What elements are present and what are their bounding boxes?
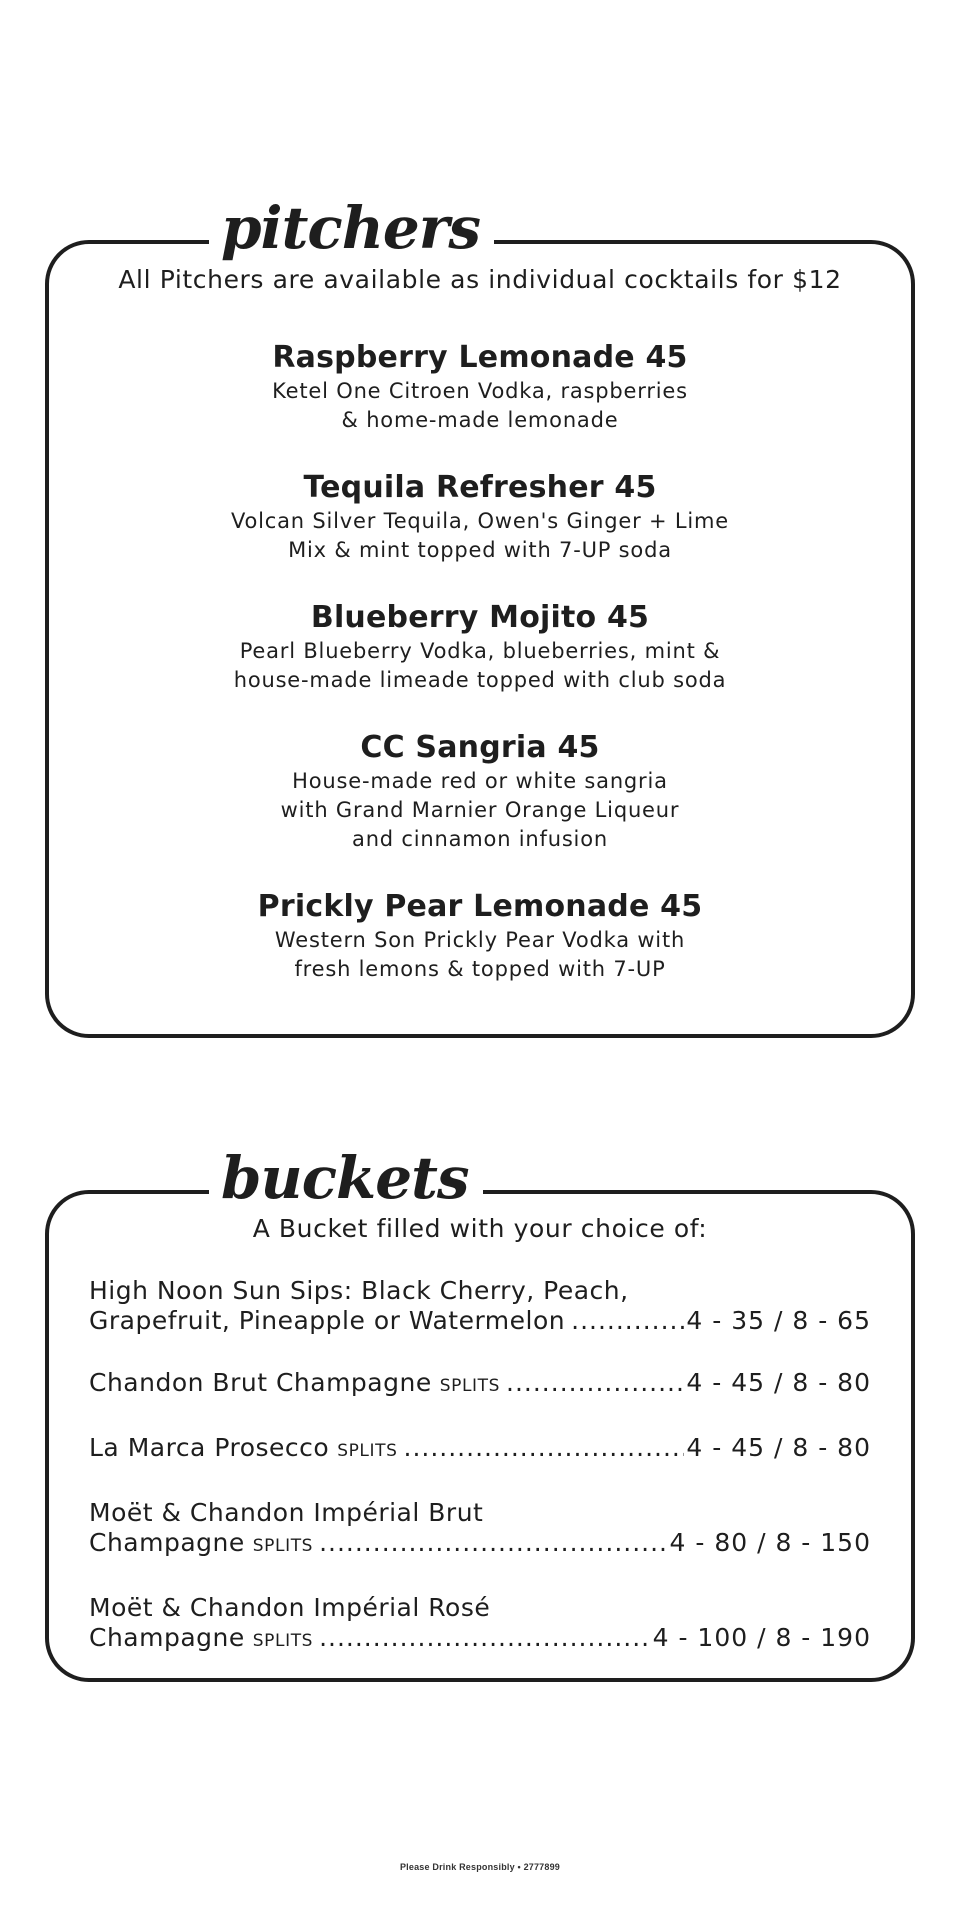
pitcher-name: Tequila Refresher 45: [303, 470, 657, 505]
pitcher-description: and cinnamon infusion: [352, 827, 608, 851]
bucket-list: [89, 1276, 871, 1688]
bucket-item: [89, 1593, 871, 1656]
buckets-section: [45, 1144, 915, 1682]
bucket-name-line: Moët & Chandon Impérial Brut: [89, 1498, 484, 1527]
dot-leader: [404, 1433, 685, 1463]
dot-leader: [506, 1368, 684, 1398]
pitcher-description: & home-made lemonade: [341, 408, 619, 432]
bucket-price-line: [89, 1306, 871, 1336]
pitcher-item: [49, 599, 911, 695]
pitcher-item: [49, 339, 911, 435]
pitcher-description: house-made limeade topped with club soda: [233, 668, 727, 692]
pitcher-description: Western Son Prickly Pear Vodka with: [274, 928, 686, 952]
bucket-price-line: [89, 1433, 871, 1466]
bucket-price: 4 - 45 / 8 - 80: [686, 1368, 871, 1397]
splits-label: SPLITS: [337, 1441, 398, 1461]
bucket-name-line: Moët & Chandon Impérial Rosé: [89, 1593, 491, 1622]
pitcher-name: Blueberry Mojito 45: [310, 600, 650, 635]
splits-label: SPLITS: [439, 1376, 501, 1396]
bucket-name: Champagne: [89, 1528, 245, 1557]
pitcher-description: fresh lemons & topped with 7-UP: [294, 957, 666, 981]
dot-leader: [319, 1623, 651, 1653]
bucket-item: [89, 1368, 871, 1401]
bucket-price-line: [89, 1368, 871, 1401]
bucket-name-line: High Noon Sun Sips: Black Cherry, Peach,: [89, 1276, 629, 1305]
bucket-item: [89, 1433, 871, 1466]
bucket-name: Chandon Brut Champagne: [89, 1368, 432, 1397]
buckets-subtitle: A Bucket filled with your choice of:: [252, 1214, 708, 1243]
bucket-price: 4 - 100 / 8 - 190: [652, 1623, 871, 1652]
pitcher-list: [49, 339, 911, 1018]
bucket-price-line: [89, 1623, 871, 1656]
pitcher-name: Raspberry Lemonade 45: [272, 340, 688, 375]
pitcher-item: [49, 469, 911, 565]
pitcher-item: [49, 888, 911, 984]
bucket-name: La Marca Prosecco: [89, 1433, 330, 1462]
pitcher-description: Mix & mint topped with 7-UP soda: [288, 538, 672, 562]
bucket-price: 4 - 35 / 8 - 65: [686, 1306, 871, 1335]
splits-label: SPLITS: [252, 1631, 314, 1651]
buckets-title: buckets: [209, 1146, 483, 1210]
bucket-item: [89, 1498, 871, 1561]
bucket-price: 4 - 45 / 8 - 80: [686, 1433, 871, 1462]
bucket-price: 4 - 80 / 8 - 150: [669, 1528, 871, 1557]
pitcher-description: Ketel One Citroen Vodka, raspberries: [272, 379, 688, 403]
pitcher-name: CC Sangria 45: [360, 730, 600, 765]
pitcher-item: [49, 729, 911, 854]
pitchers-title: pitchers: [209, 196, 494, 260]
splits-label: SPLITS: [252, 1536, 314, 1556]
pitcher-description: with Grand Marnier Orange Liqueur: [280, 798, 680, 822]
dot-leader: [319, 1528, 667, 1558]
pitchers-section: [45, 194, 915, 1038]
bucket-item: [89, 1276, 871, 1336]
pitcher-description: House-made red or white sangria: [292, 769, 668, 793]
dot-leader: [571, 1306, 684, 1336]
footer-note: Please Drink Responsibly • 2777899: [399, 1862, 561, 1872]
bucket-name: Grapefruit, Pineapple or Watermelon: [89, 1306, 566, 1335]
pitcher-name: Prickly Pear Lemonade 45: [257, 889, 703, 924]
pitcher-description: Pearl Blueberry Vodka, blueberries, mint &: [239, 639, 721, 663]
bucket-price-line: [89, 1528, 871, 1561]
pitchers-subtitle: All Pitchers are available as individual cocktails for $12: [118, 265, 842, 294]
bucket-name: Champagne: [89, 1623, 245, 1652]
pitcher-description: Volcan Silver Tequila, Owen's Ginger + Lime: [230, 509, 730, 533]
